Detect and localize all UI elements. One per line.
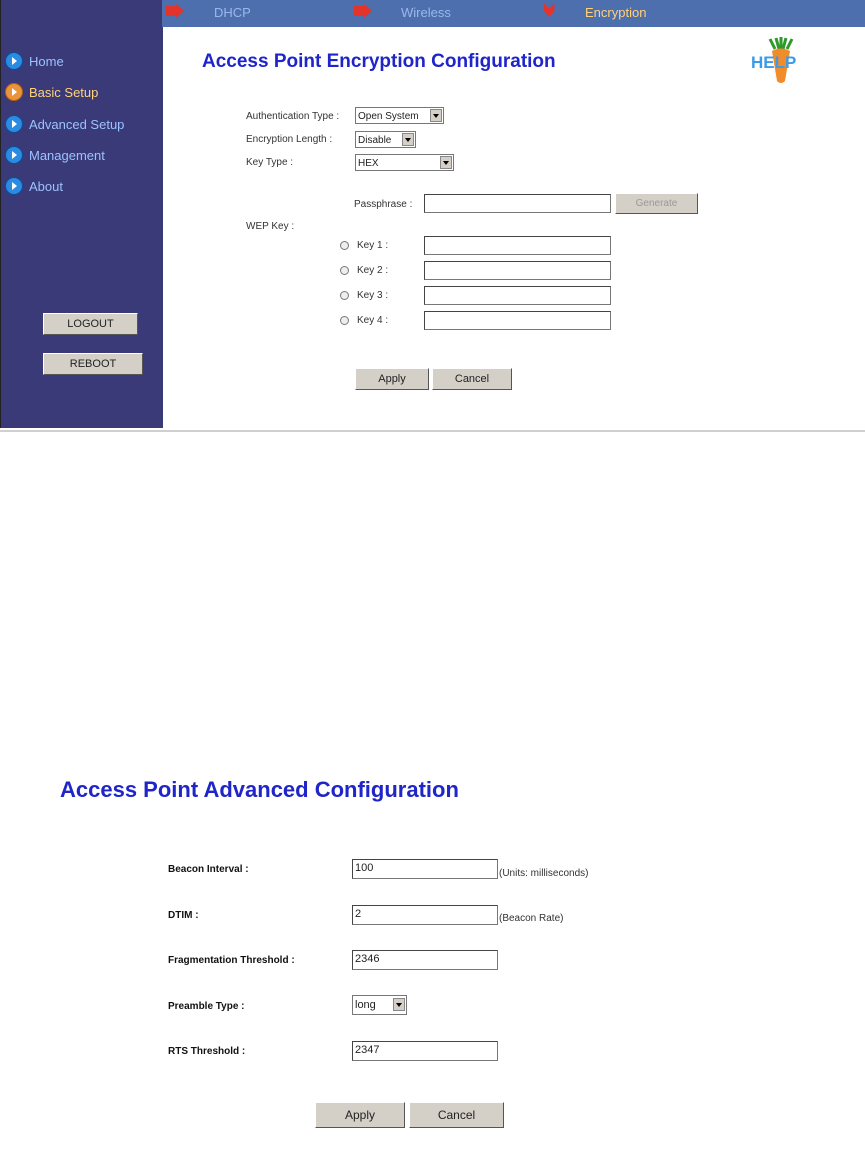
key-type-select[interactable]: HEX bbox=[355, 154, 454, 171]
sidebar-item-advanced-setup[interactable] bbox=[5, 114, 124, 134]
page-title: Access Point Advanced Configuration bbox=[60, 777, 459, 802]
cancel-button[interactable]: Cancel bbox=[409, 1102, 504, 1128]
beacon-interval-input[interactable]: 100 bbox=[352, 859, 498, 879]
nav-arrow-icon bbox=[354, 4, 372, 18]
enc-length-label: Encryption Length : bbox=[246, 134, 333, 145]
passphrase-input[interactable] bbox=[424, 194, 611, 213]
sidebar-item-home[interactable] bbox=[5, 51, 64, 71]
sidebar-item-label: Home bbox=[29, 53, 64, 69]
top-nav bbox=[162, 0, 865, 27]
logout-button[interactable]: LOGOUT bbox=[43, 313, 138, 335]
arrow-bullet-icon bbox=[5, 177, 23, 195]
nav-arrow-icon bbox=[166, 4, 184, 18]
sidebar-item-basic-setup[interactable] bbox=[5, 82, 98, 102]
arrow-bullet-icon bbox=[5, 115, 23, 133]
rts-threshold-input[interactable]: 2347 bbox=[352, 1041, 498, 1061]
encryption-screenshot bbox=[0, 0, 865, 432]
chevron-down-icon bbox=[440, 156, 452, 169]
tab-dhcp[interactable]: DHCP bbox=[214, 5, 251, 20]
sidebar-item-management[interactable] bbox=[5, 145, 105, 165]
key2-input[interactable] bbox=[424, 261, 611, 280]
sidebar-item-label: Management bbox=[29, 147, 105, 163]
key2-radio[interactable] bbox=[340, 266, 349, 275]
sidebar-item-label: Basic Setup bbox=[29, 84, 99, 100]
key3-radio[interactable] bbox=[340, 291, 349, 300]
dtim-input[interactable]: 2 bbox=[352, 905, 498, 925]
preamble-type-select[interactable]: long bbox=[352, 995, 407, 1015]
frag-threshold-label: Fragmentation Threshold : bbox=[168, 955, 295, 966]
svg-text:HELP: HELP bbox=[751, 53, 797, 72]
arrow-bullet-icon bbox=[5, 146, 23, 164]
key4-label: Key 4 : bbox=[357, 315, 389, 326]
enc-length-select[interactable]: Disable bbox=[355, 131, 416, 148]
key-type-label: Key Type : bbox=[246, 157, 294, 168]
page-title: Access Point Encryption Configuration bbox=[202, 51, 556, 72]
key1-input[interactable] bbox=[424, 236, 611, 255]
apply-button[interactable]: Apply bbox=[315, 1102, 405, 1128]
arrow-bullet-icon bbox=[5, 83, 23, 101]
arrow-bullet-icon bbox=[5, 52, 23, 70]
sidebar-item-about[interactable] bbox=[5, 176, 63, 196]
chevron-down-icon bbox=[402, 133, 414, 146]
generate-button[interactable]: Generate bbox=[615, 193, 698, 214]
key4-radio[interactable] bbox=[340, 316, 349, 325]
tab-encryption[interactable]: Encryption bbox=[585, 5, 647, 20]
nav-arrow-down-icon bbox=[540, 3, 558, 17]
help-carrot-icon[interactable] bbox=[750, 35, 812, 85]
passphrase-label: Passphrase : bbox=[354, 199, 413, 210]
key3-input[interactable] bbox=[424, 286, 611, 305]
auth-type-select[interactable]: Open System bbox=[355, 107, 444, 124]
cancel-button[interactable]: Cancel bbox=[432, 368, 512, 390]
wep-key-label: WEP Key : bbox=[246, 221, 295, 232]
tab-wireless[interactable]: Wireless bbox=[401, 5, 451, 20]
dtim-unit: (Beacon Rate) bbox=[499, 913, 564, 924]
beacon-unit: (Units: milliseconds) bbox=[499, 868, 589, 879]
sidebar bbox=[0, 0, 163, 428]
key1-label: Key 1 : bbox=[357, 240, 389, 251]
dtim-label: DTIM : bbox=[168, 910, 199, 921]
sidebar-item-label: About bbox=[29, 178, 63, 194]
key1-radio[interactable] bbox=[340, 241, 349, 250]
sidebar-item-label: Advanced Setup bbox=[29, 116, 125, 132]
frag-threshold-input[interactable]: 2346 bbox=[352, 950, 498, 970]
reboot-button[interactable]: REBOOT bbox=[43, 353, 143, 375]
apply-button[interactable]: Apply bbox=[355, 368, 429, 390]
chevron-down-icon bbox=[393, 998, 405, 1011]
auth-type-label: Authentication Type : bbox=[246, 111, 340, 122]
chevron-down-icon bbox=[430, 109, 442, 122]
key2-label: Key 2 : bbox=[357, 265, 389, 276]
key4-input[interactable] bbox=[424, 311, 611, 330]
beacon-interval-label: Beacon Interval : bbox=[168, 864, 249, 875]
rts-threshold-label: RTS Threshold : bbox=[168, 1046, 246, 1057]
preamble-type-label: Preamble Type : bbox=[168, 1001, 245, 1012]
key3-label: Key 3 : bbox=[357, 290, 389, 301]
